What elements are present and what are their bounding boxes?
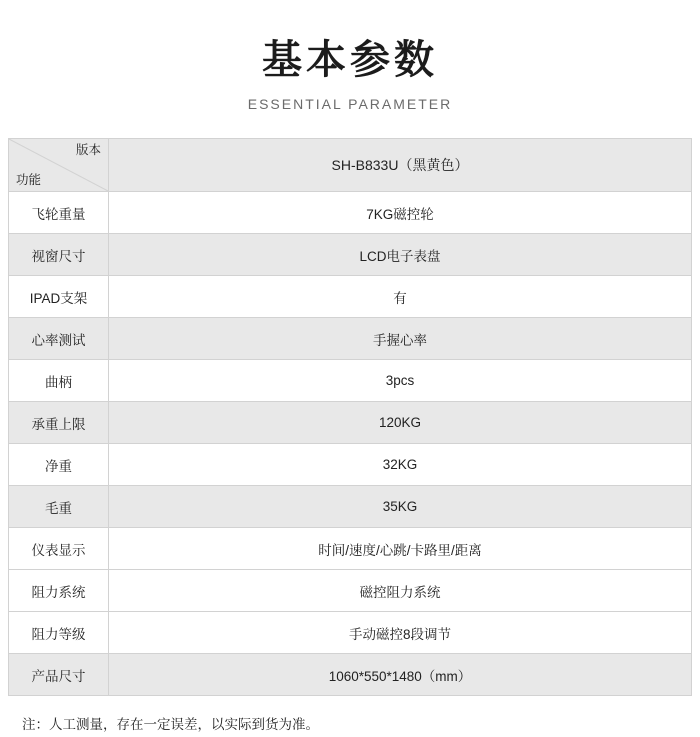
row-label: 毛重 bbox=[9, 486, 109, 527]
measurement-note: 注：人工测量，存在一定误差，以实际到货为准。 bbox=[22, 717, 319, 732]
model-value: SH-B833U（黑黄色） bbox=[109, 139, 691, 191]
row-label: 飞轮重量 bbox=[9, 192, 109, 233]
row-value: 磁控阻力系统 bbox=[109, 570, 691, 611]
table-row bbox=[9, 444, 691, 486]
row-label: 视窗尺寸 bbox=[9, 234, 109, 275]
row-value: 3pcs bbox=[109, 360, 691, 401]
table-row bbox=[9, 276, 691, 318]
row-value: 手动磁控8段调节 bbox=[109, 612, 691, 653]
table-row bbox=[9, 570, 691, 612]
row-value: 时间/速度/心跳/卡路里/距离 bbox=[109, 528, 691, 569]
row-value: 32KG bbox=[109, 444, 691, 485]
table-row bbox=[9, 528, 691, 570]
table-row bbox=[9, 654, 691, 696]
table-row bbox=[9, 318, 691, 360]
table-header-row bbox=[9, 139, 691, 192]
row-label: 仪表显示 bbox=[9, 528, 109, 569]
table-row bbox=[9, 402, 691, 444]
table-row bbox=[9, 234, 691, 276]
row-label: 心率测试 bbox=[9, 318, 109, 359]
row-label: 曲柄 bbox=[9, 360, 109, 401]
table-row bbox=[9, 612, 691, 654]
corner-version-label: 版本 bbox=[75, 143, 101, 157]
table-row bbox=[9, 192, 691, 234]
row-label: 承重上限 bbox=[9, 402, 109, 443]
table-row bbox=[9, 486, 691, 528]
row-value: 有 bbox=[109, 276, 691, 317]
row-label: 产品尺寸 bbox=[9, 654, 109, 695]
table-row bbox=[9, 360, 691, 402]
page-title: 基本参数 bbox=[262, 38, 438, 82]
page-subtitle: ESSENTIAL PARAMETER bbox=[247, 96, 453, 112]
title-block bbox=[0, 0, 700, 114]
row-value: 120KG bbox=[109, 402, 691, 443]
row-label: 阻力系统 bbox=[9, 570, 109, 611]
row-value: 手握心率 bbox=[109, 318, 691, 359]
corner-function-label: 功能 bbox=[16, 173, 42, 187]
row-label: 阻力等级 bbox=[9, 612, 109, 653]
corner-split-cell bbox=[9, 139, 109, 191]
row-label: 净重 bbox=[9, 444, 109, 485]
row-label: IPAD支架 bbox=[9, 276, 109, 317]
row-value: 35KG bbox=[109, 486, 691, 527]
row-value: 7KG磁控轮 bbox=[109, 192, 691, 233]
row-value: 1060*550*1480（mm） bbox=[109, 654, 691, 695]
row-value: LCD电子表盘 bbox=[109, 234, 691, 275]
spec-table bbox=[8, 138, 692, 696]
